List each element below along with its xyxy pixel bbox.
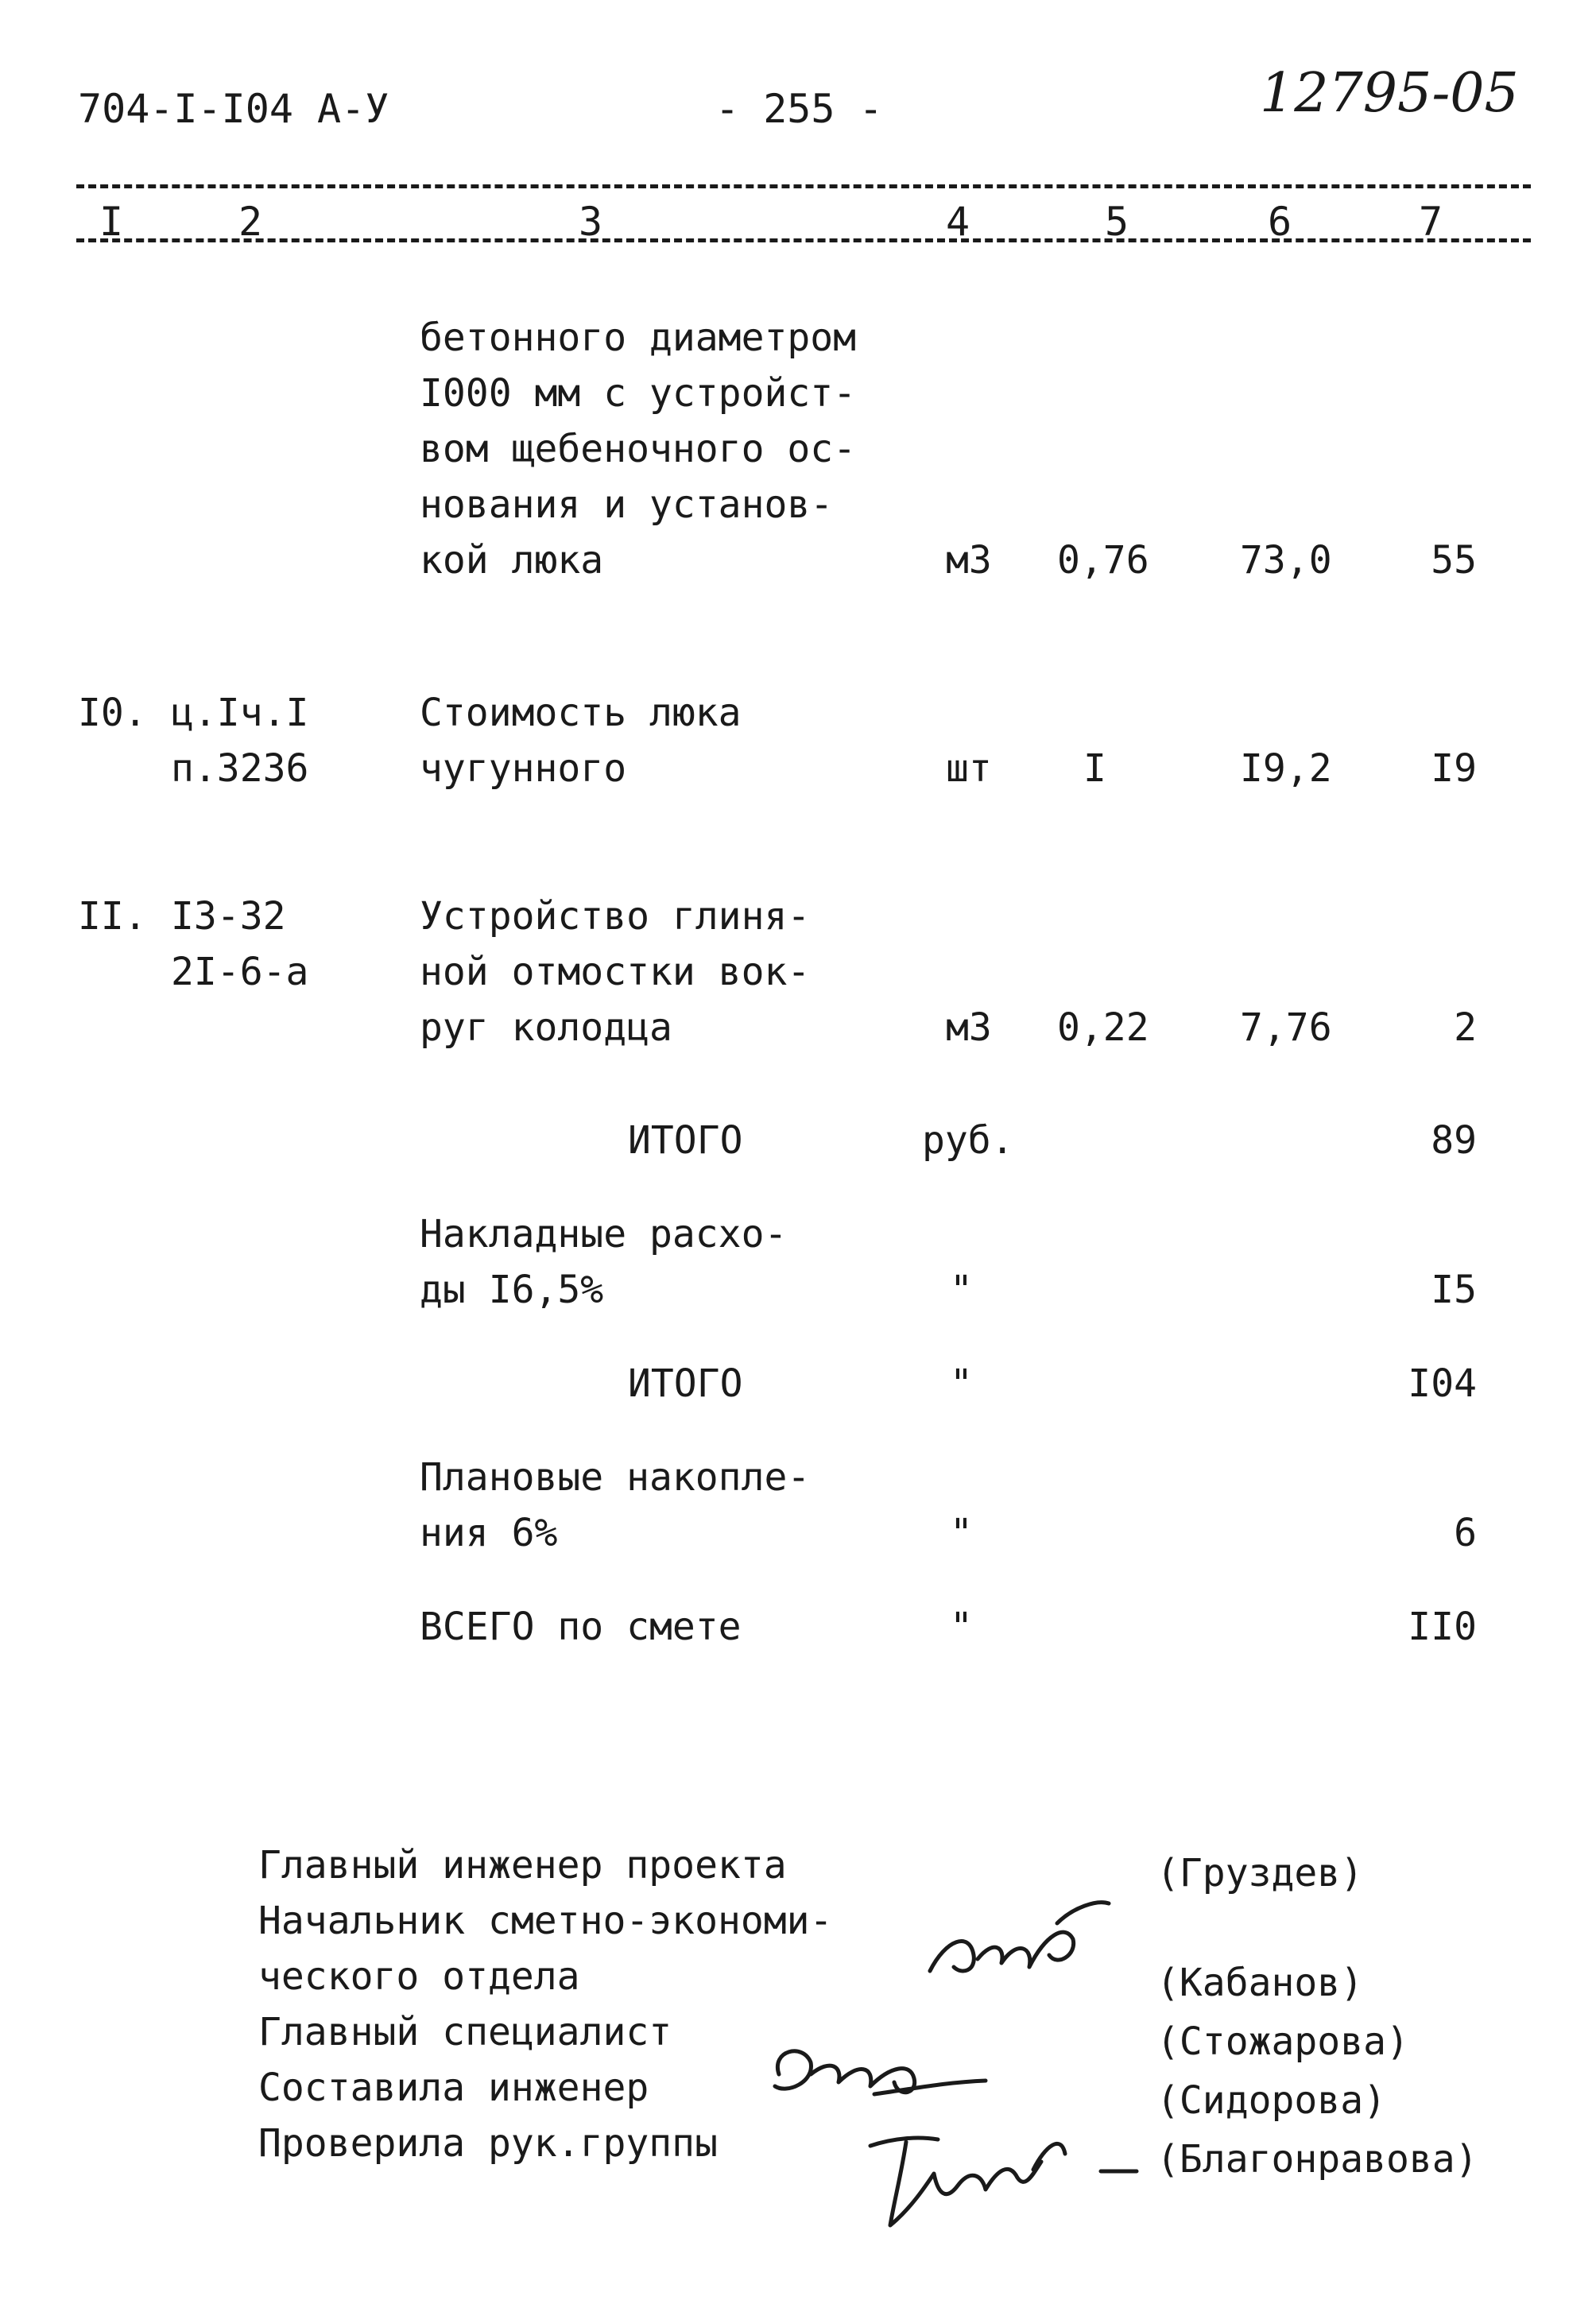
row-unit-price: I9,2 (1240, 746, 1332, 791)
row-description-line: I000 мм с устройст- (420, 371, 857, 416)
row-reference-line: 2I-6-а (171, 950, 309, 994)
signatory-name: (Груздев) (1156, 1851, 1364, 1895)
row-quantity: 0,76 (1057, 538, 1149, 583)
row-total: I9 (1431, 746, 1477, 791)
column-number-3: 3 (579, 199, 603, 245)
row-description-line: вом щебеночного ос- (420, 427, 857, 471)
summary-unit: руб. (922, 1118, 1014, 1163)
column-number-1: I (99, 199, 124, 245)
grand-total-value: II0 (1408, 1605, 1477, 1649)
signatory-name: (Стожарова) (1156, 2019, 1409, 2064)
sheet-number: 12795-05 (1260, 62, 1519, 125)
row-total: 2 (1454, 1005, 1477, 1050)
row-unit-price: 7,76 (1240, 1005, 1332, 1050)
header-rule-top (76, 184, 1531, 188)
handwritten-signature (862, 2098, 1156, 2233)
row-reference-line: п.3236 (171, 746, 309, 791)
row-number: I0. (78, 691, 147, 735)
signatory-role: Проверила рук.группы (258, 2121, 718, 2166)
signatory-role: Начальник сметно-экономи- (258, 1899, 833, 1943)
ditto-mark: " (950, 1605, 973, 1649)
row-number: II. (78, 894, 147, 939)
subtotal-label: ИТОГО (628, 1118, 743, 1163)
page-number: - 255 - (715, 86, 883, 132)
column-number-7: 7 (1419, 199, 1443, 245)
row-description-line: кой люка (420, 538, 604, 583)
planned-savings-label: ния 6% (420, 1511, 558, 1555)
row-description-line: ной отмостки вок- (420, 950, 811, 994)
column-number-6: 6 (1268, 199, 1292, 245)
row-unit: м3 (946, 538, 992, 583)
column-number-2: 2 (238, 199, 263, 245)
row-description-line: чугунного (420, 746, 627, 791)
signatory-name: (Благонравова) (1156, 2137, 1478, 2182)
planned-savings-value: 6 (1454, 1511, 1477, 1555)
row-description-line: Стоимость люка (420, 691, 742, 735)
grand-total-label: ВСЕГО по смете (420, 1605, 742, 1649)
column-number-4: 4 (946, 199, 970, 245)
row-unit: м3 (946, 1005, 992, 1050)
overhead-label: Накладные расхо- (420, 1212, 788, 1256)
row-description-line: Устройство глиня- (420, 894, 811, 939)
row-quantity: I (1083, 746, 1106, 791)
handwritten-signature (914, 1891, 1121, 1995)
signatory-name: (Кабанов) (1156, 1961, 1364, 2005)
ditto-mark: " (950, 1268, 973, 1312)
row-description-line: руг колодца (420, 1005, 672, 1050)
subtotal-value: I04 (1408, 1361, 1477, 1406)
signatory-role: Составила инженер (258, 2066, 649, 2110)
signatory-role: Главный инженер проекта (258, 1843, 787, 1888)
column-number-5: 5 (1105, 199, 1129, 245)
row-total: 55 (1431, 538, 1477, 583)
row-quantity: 0,22 (1057, 1005, 1149, 1050)
ditto-mark: " (950, 1361, 973, 1406)
subtotal-value: 89 (1431, 1118, 1477, 1163)
subtotal-label: ИТОГО (628, 1361, 743, 1406)
row-description-line: нования и установ- (420, 482, 834, 527)
row-description-line: бетонного диаметром (420, 316, 857, 360)
overhead-label: ды I6,5% (420, 1268, 604, 1312)
ditto-mark: " (950, 1511, 973, 1555)
document-code: 704-I-I04 А-У (78, 86, 389, 132)
row-reference-line: ц.Iч.I (171, 691, 309, 735)
signatory-role: Главный специалист (258, 2010, 672, 2054)
overhead-value: I5 (1431, 1268, 1477, 1312)
row-reference-line: I3-32 (171, 894, 286, 939)
signatory-name: (Сидорова) (1156, 2078, 1386, 2123)
signatory-role: ческого отдела (258, 1954, 580, 1999)
row-unit-price: 73,0 (1240, 538, 1332, 583)
row-unit: шт (946, 746, 992, 791)
planned-savings-label: Плановые накопле- (420, 1455, 811, 1500)
header-rule-bottom (76, 238, 1531, 242)
